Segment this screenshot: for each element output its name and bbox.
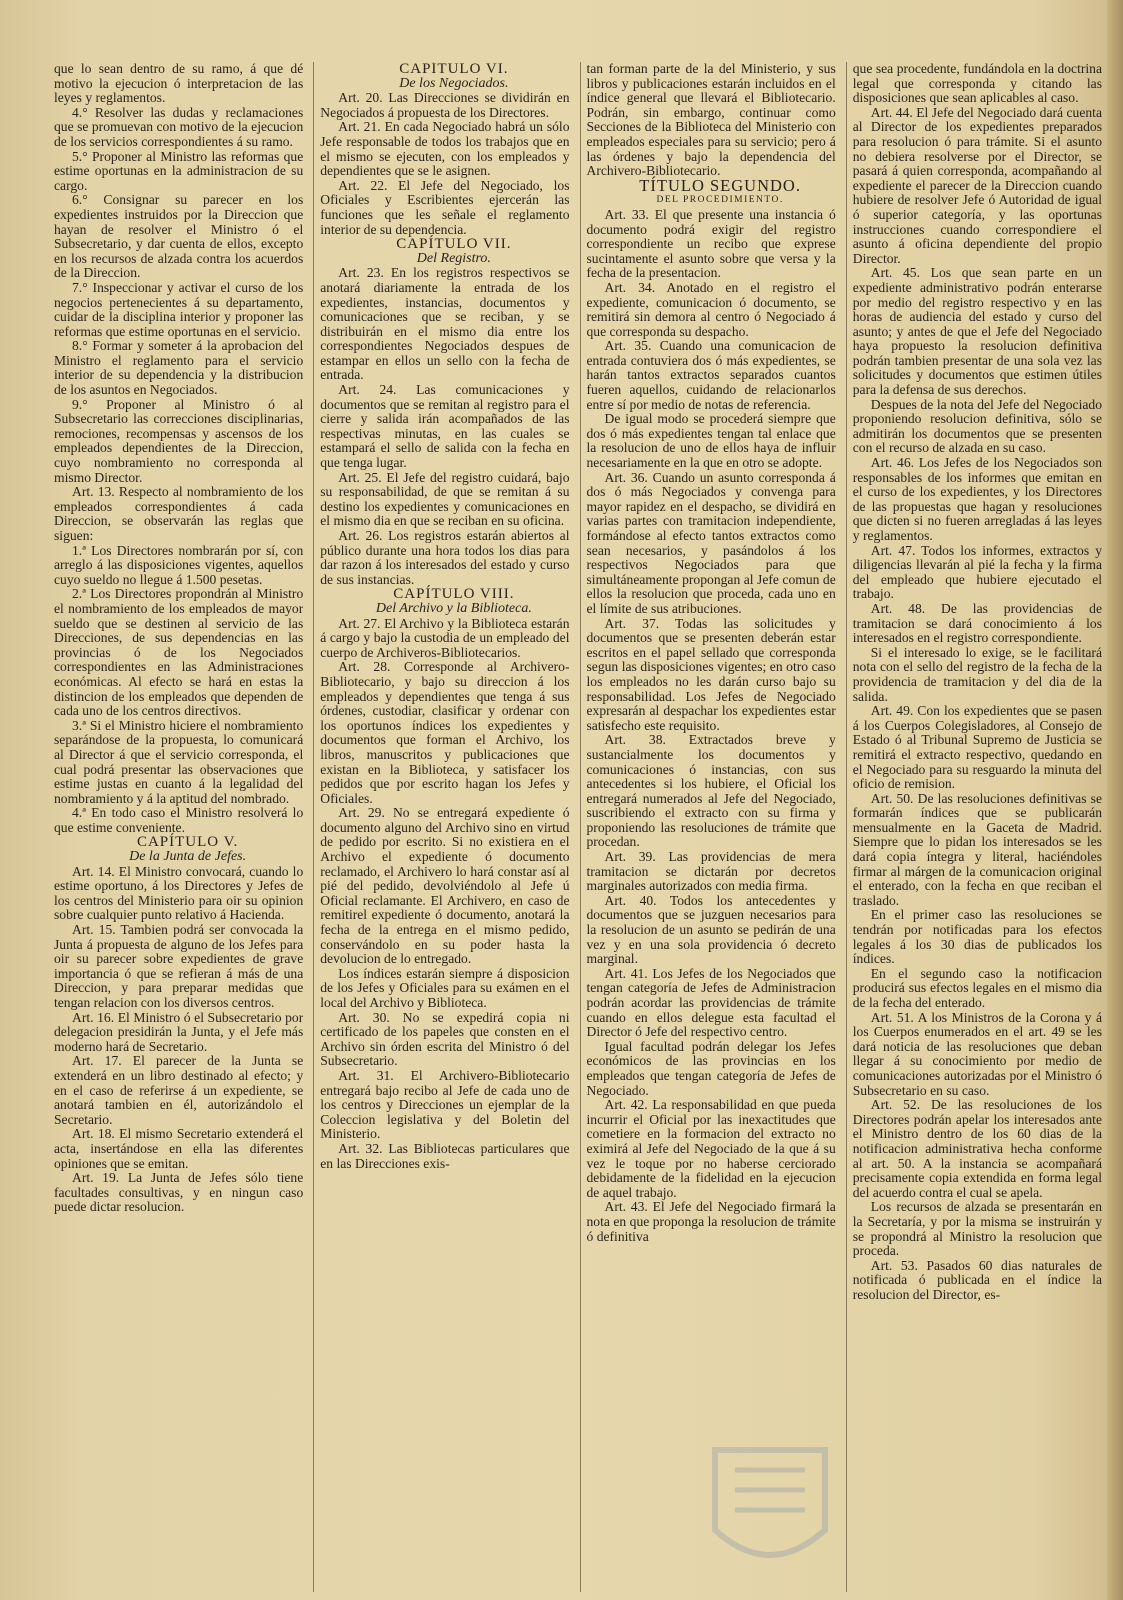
article-paragraph: Art. 29. No se entregará expediente ó documento alguno del Archivo sino en virtud de pedido por escrito. Si no existiera en el Archivo el expediente ó documento reclamado, el Archivero lo hará constar así al pié del pedido, devolviéndolo al Jefe ú Oficial reclamante. El Archivero, en caso de remitirel expediente ó documento, anotará la fecha de la entrega en el mismo pedido, conservándolo en su poder hasta la devolucion de lo entregado. <box>320 805 570 967</box>
chapter-heading: CAPÍTULO VII. <box>396 236 512 253</box>
article-paragraph: Art. 27. El Archivo y la Biblioteca estarán á cargo y bajo la custodia de un empleado del cuerpo de Archiveros-Bibliotecarios. <box>320 615 570 660</box>
page-edge <box>1107 0 1123 1600</box>
column-4 <box>846 62 1102 1592</box>
article-paragraph: Si el interesado lo exige, se le facilitará nota con el sello del registro de la fecha de la providencia de tramitacion y del dia de la salida. <box>852 644 1102 704</box>
article-paragraph: Art. 42. La responsabilidad en que pueda incurrir el Oficial por las inexactitudes que cometiere en la formacion del extracto no eximirá al Jefe del Negociado de la que á su vez le toque por no haberse cerciorado debidamente de la fidelidad en la ejecucion de aquel trabajo. <box>586 1097 836 1200</box>
article-paragraph: Art. 31. El Archivero-Bibliotecario entregará bajo recibo al Jefe de cada uno de los centros y Direcciones un ejemplar de la Coleccion legislativa y del Boletin del Ministerio. <box>320 1067 570 1142</box>
article-paragraph: Art. 40. Todos los antecedentes y documentos que se juzguen necesarios para la resolucion de un asunto se pedirán de una vez y en una sola providencia ó decreto marginal. <box>586 892 836 967</box>
article-paragraph: que lo sean dentro de su ramo, á que dé motivo la ejecucion ó interpretacion de las leyes y reglamentos. <box>54 62 304 106</box>
article-paragraph: 9.° Proponer al Ministro ó al Subsecretario las correcciones disciplinarias, remociones, recompensas y ascensos de los empleados dependientes de la Direccion, cuyo nombramiento no corresponda al mismo Director. <box>54 396 304 485</box>
article-paragraph: Art. 21. En cada Negociado habrá un sólo Jefe responsable de todos los trabajos que en el mismo se ejecuten, con los empleados y dependientes que se le asignen. <box>320 119 570 179</box>
article-paragraph: tan forman parte de la del Ministerio, y sus libros y publicaciones estarán incluidos en el índice general que llevará el Bibliotecario. Podrán, sin embargo, continuar como Secciones de la Biblioteca del Ministerio con empleados especiales para su servicio; pero á las órdenes y bajo la dependencia del Archivero-Bibliotecario. <box>586 62 836 179</box>
article-paragraph: Art. 24. Las comunicaciones y documentos que se remitan al registro para el cierre y salida irán acompañados de las respectivas minutas, en las cuales se estampará el sello de salida con la fecha en que tenga lugar. <box>320 382 570 471</box>
article-paragraph: Art. 23. En los registros respectivos se anotará diariamente la entrada de los expedientes, instancias, documentos y comunicaciones que se reciban, y se distribuirán en el mismo dia entre los correspondientes Negociados despues de estampar en ellos un sello con la fecha de entrada. <box>320 265 570 383</box>
article-paragraph: En el segundo caso la notificacion producirá sus efectos legales en el mismo dia de la fecha del enterado. <box>852 965 1102 1010</box>
chapter-heading: CAPÍTULO V. <box>136 834 239 851</box>
article-paragraph: En el primer caso las resoluciones se tendrán por notificadas para los efectos legales á los 30 dias de publicados los índices. <box>852 907 1102 967</box>
column-3 <box>580 62 836 1592</box>
chapter-subtitle: Del Registro. <box>416 250 491 266</box>
chapter-subtitle: De la Junta de Jefes. <box>129 849 247 865</box>
article-paragraph: Art. 36. Cuando un asunto corresponda á dos ó más Negociados y convenga para mayor rapidez en el despacho, se dividirá en varias partes con tramitacion independiente, formándose al efecto tantos extractos como sean necesarios, y pasándolos á los respectivos Negociados para que simultáneamente propongan al Jefe comun de ellos la resolucion que proceda, cada uno en el límite de sus atribuciones. <box>586 469 836 616</box>
article-paragraph: Art. 44. El Jefe del Negociado dará cuenta al Director de los expedientes preparados para resolucion ó para trámite. Si el asunto no debiera resolverse por el Director, se pasará á quien corresponda, acompañando al expediente el parecer de la Direccion cuando hubiere de resolver Jefe ó Autoridad de igual ó superior categoría, y las oportunas instrucciones cuando correspondiere el asunto á oficina dependiente del propio Director. <box>852 104 1102 266</box>
article-paragraph: 1.ª Los Directores nombrarán por sí, con arreglo á las disposiciones vigentes, aquellos cuyo sueldo no llegue á 1.500 pesetas. <box>54 542 304 587</box>
article-paragraph: Art. 45. Los que sean parte en un expediente administrativo podrán enterarse por medio del registro respectivo y en las horas de audiencia del estado y curso del asunto; y antes de que el Jefe del Negociado haya propuesto la resolucion definitiva podrán tambien presentar de una sola vez las solicitudes y documentos que estimen útiles para la defensa de sus derechos. <box>852 265 1102 398</box>
chapter-subtitle: De los Negociados. <box>399 75 509 91</box>
article-paragraph: que sea procedente, fundándola en la doctrina legal que corresponda y citando las disposiciones que sean aplicables al caso. <box>852 62 1102 106</box>
article-paragraph: Art. 18. El mismo Secretario extenderá el acta, insertándose en ella las diferentes opiniones que se emitan. <box>54 1126 304 1171</box>
article-paragraph: 4.° Resolver las dudas y reclamaciones que se promuevan con motivo de la ejecucion de los servicios correspondientes á su ramo. <box>54 104 304 149</box>
article-paragraph: Art. 17. El parecer de la Junta se extenderá en un libro destinado al efecto; y en el caso de referirse á un expediente, se anotará tambien en él, autorizándolo el Secretario. <box>54 1053 304 1127</box>
article-paragraph: Art. 28. Corresponde al Archivero-Bibliotecario, y bajo su direccion á los empleados y dependientes que tenga á sus órdenes, custodiar, clasificar y ordenar con los oportunos índices los expedientes y documentos que forman el Archivo, los libros, manuscritos y publicaciones que existan en la Biblioteca, y satisfacer los pedidos que por escrito hagan los Jefes y Oficiales. <box>320 659 570 806</box>
article-paragraph: Art. 13. Respecto al nombramiento de los empleados correspondientes á cada Direccion, se observarán las reglas que siguen: <box>54 484 304 543</box>
article-paragraph: Art. 52. De las resoluciones de los Directores podrán apelar los interesados ante el Ministro dentro de los 60 dias de la notificacion administrativa hecha conforme al art. 50. A la instancia se acompañará precisamente copia extendida en forma legal del acuerdo contra el cual se apela. <box>852 1097 1102 1200</box>
library-stamp-icon <box>705 1430 835 1580</box>
article-paragraph: Los recursos de alzada se presentarán en la Secretaría, y por la misma se instruirán y se propondrá al Ministro la resolucion que proceda. <box>852 1199 1102 1259</box>
article-paragraph: Art. 15. Tambien podrá ser convocada la Junta á propuesta de alguno de los Jefes para oir su parecer sobre expedientes de grave importancia ó que se refieran á más de una Direccion, y para preparar medidas que tengan relacion con los diversos centros. <box>54 922 304 1010</box>
article-paragraph: Los índices estarán siempre á disposicion de los Jefes y Oficiales para su exámen en el local del Archivo y Biblioteca. <box>320 965 570 1010</box>
article-paragraph: 2.ª Los Directores propondrán al Ministro el nombramiento de los empleados de mayor sueldo que se destinen al servicio de las Direcciones, de sus dependencias en las provincias ó de los Negociados correspondientes en las Administraciones económicas. Al efecto se hará en estas la distincion de los empleados que dependen de cada uno de los centros directivos. <box>54 586 304 719</box>
article-paragraph: Art. 46. Los Jefes de los Negociados son responsables de los informes que emitan en el curso de los expedientes, y los Directores de las propuestas que hagan y resoluciones que dicten si no fueren arregladas á las leyes y reglamentos. <box>852 455 1102 543</box>
article-paragraph: Art. 37. Todas las solicitudes y documentos que se presenten deberán estar escritos en el papel sellado que corresponda segun las disposiciones vigentes; en otro caso los empleados no les darán curso bajo su responsabilidad. Los Jefes de Negociado expresarán al despachar los expedientes estar satisfecho este requisito. <box>586 615 836 733</box>
article-paragraph: Art. 33. El que presente una instancia ó documento podrá exigir del registro correspondiente un recibo que exprese sucintamente el asunto sobre que versa y la fecha de la presentacion. <box>586 206 836 281</box>
article-paragraph: 7.° Inspeccionar y activar el curso de los negocios pertenecientes á su departamento, cuidar de la disciplina interior y proponer las reformas que estime oportunas en el servicio. <box>54 279 304 339</box>
chapter-heading: CAPÍTULO VIII. <box>393 586 515 603</box>
article-paragraph: Art. 32. Las Bibliotecas particulares que en las Direcciones exis- <box>320 1140 570 1171</box>
article-paragraph: Igual facultad podrán delegar los Jefes económicos de las provincias en los empleados que tengan categoría de Jefes de Negociado. <box>586 1038 836 1098</box>
article-paragraph: Art. 14. El Ministro convocará, cuando lo estime oportuno, á los Directores y Jefes de los centros del Ministerio para oir su opinion sobre cualquier punto relativo á Hacienda. <box>54 863 304 923</box>
article-paragraph: Art. 20. Las Direcciones se dividirán en Negociados á propuesta de los Directores. <box>320 90 570 120</box>
article-paragraph: Art. 25. El Jefe del registro cuidará, bajo su responsabilidad, de que se remitan á su destino los expedientes y comunicaciones en el mismo dia en que se reciban en su oficina. <box>320 469 570 529</box>
column-1 <box>54 62 303 1592</box>
article-paragraph: Art. 43. El Jefe del Negociado firmará la nota en que proponga la resolucion de trámite ó definitiva <box>586 1199 836 1244</box>
column-2 <box>313 62 569 1592</box>
article-paragraph: Art. 50. De las resoluciones definitivas se formarán índices que se publicarán mensualmente en la Gaceta de Madrid. Siempre que lo pidan los interesados se les dará copia íntegra y literal, haciéndoles firmar al márgen de la comunicacion original el enterado, con la fecha en que reciban el traslado. <box>852 790 1102 908</box>
article-paragraph: Art. 26. Los registros estarán abiertos al público durante una hora todos los dias para dar razon á los interesados del estado y curso de sus instancias. <box>320 528 570 587</box>
article-paragraph: Art. 34. Anotado en el registro el expediente, comunicacion ó documento, se remitirá sin demora al centro ó Negociado á que corresponda su despacho. <box>586 279 836 339</box>
article-paragraph: 4.ª En todo caso el Ministro resolverá lo que estime conveniente. <box>54 805 304 835</box>
article-paragraph: Despues de la nota del Jefe del Negociado proponiendo resolucion definitiva, sólo se admitirán los documentos que se presenten con el recurso de alzada en su caso. <box>852 396 1102 456</box>
article-paragraph: Art. 22. El Jefe del Negociado, los Oficiales y Escribientes ejercerán las funciones que les señale el reglamento interior de su dependencia. <box>320 177 570 237</box>
article-paragraph: 6.° Consignar su parecer en los expedientes instruidos por la Direccion que hayan de resolver el Ministro ó el Subsecretario, y dar cuenta de ellos, excepto en los recursos de alzada contra los acuerdos de la Direccion. <box>54 192 304 281</box>
article-paragraph: Art. 16. El Ministro ó el Subsecretario por delegacion presidirán la Junta, y el Jefe más moderno hará de Secretario. <box>54 1009 304 1054</box>
article-paragraph: Art. 30. No se expedirá copia ni certificado de los papeles que consten en el Archivo sin órden escrita del Ministro ó del Subsecretario. <box>320 1009 570 1069</box>
article-paragraph: Art. 19. La Junta de Jefes sólo tiene facultades consultivas, y en ningun caso puede dictar resolucion. <box>54 1170 304 1215</box>
article-paragraph: Art. 41. Los Jefes de los Negociados que tengan categoría de Jefes de Administracion podrán acordar las providencias de trámite cuando en ellos delegue esta facultad el Director ó Jefe del respectivo centro. <box>586 965 836 1040</box>
article-paragraph: 3.ª Si el Ministro hiciere el nombramiento separándose de la propuesta, lo comunicará al Director á que el servicio corresponda, el cual podrá presentar las observaciones que estime justas en cuanto á la legalidad del nombramiento y á la aptitud del nombrado. <box>54 717 304 806</box>
article-paragraph: De igual modo se procederá siempre que dos ó más expedientes tengan tal enlace que la resolucion de uno de ellos haya de influir necesariamente en la que en otro se adopte. <box>586 411 836 471</box>
article-paragraph: Art. 48. De las providencias de tramitacion se dará conocimiento á los interesados en el registro correspondiente. <box>852 600 1102 646</box>
article-paragraph: Art. 53. Pasados 60 dias naturales de notificada ó publicada en el índice la resolucion del Director, es- <box>852 1257 1102 1302</box>
article-paragraph: Art. 49. Con los expedientes que se pasen á los Cuerpos Colegisladores, al Consejo de Estado ó al Tribunal Supremo de Justicia se remitirá el extracto respectivo, quedando en el Negociado para su resguardo la minuta del oficio de remision. <box>852 703 1102 792</box>
text-columns <box>54 62 1102 1592</box>
article-paragraph: Art. 38. Extractados breve y sustancialmente los documentos y comunicaciones ó instancias, con sus antecedentes si los hubiere, el Oficial los entregará numerados al Jefe del Negociado, suscribiendo el extracto con su firma y proponiendo las resoluciones de trámite que procedan. <box>586 732 836 850</box>
article-paragraph: 8.° Formar y someter á la aprobacion del Ministro el reglamento para el servicio interior de su dependencia y la distribucion de los asuntos en Negociados. <box>54 338 304 398</box>
chapter-subtitle: Del Archivo y la Biblioteca. <box>375 600 532 616</box>
chapter-heading: CAPÍTULO VI. <box>399 62 509 77</box>
article-paragraph: Art. 35. Cuando una comunicacion de entrada contuviera dos ó más expedientes, se harán tantos extractos separados cuantos fueren aquellos, cuidando de relacionarlos entre sí por medio de notas de referencia. <box>586 338 836 412</box>
title-heading: TÍTULO SEGUNDO. <box>639 175 801 195</box>
section-heading: DEL PROCEDIMIENTO. <box>656 195 784 206</box>
article-paragraph: Art. 47. Todos los informes, extractos y diligencias llevarán al pié la fecha y la firma del empleado que hubiere ejecutado el trabajo. <box>852 542 1102 602</box>
article-paragraph: Art. 39. Las providencias de mera tramitacion se dictarán por decretos marginales autorizados con media firma. <box>586 849 836 894</box>
article-paragraph: Art. 51. A los Ministros de la Corona y á los Cuerpos enumerados en el art. 49 se les dará noticia de las resoluciones que deban llegar á su conocimiento por medio de comunicaciones autorizadas por el Ministro ó Subsecretario en su caso. <box>852 1009 1102 1098</box>
article-paragraph: 5.° Proponer al Ministro las reformas que estime oportunas en la administracion de su cargo. <box>54 148 304 193</box>
